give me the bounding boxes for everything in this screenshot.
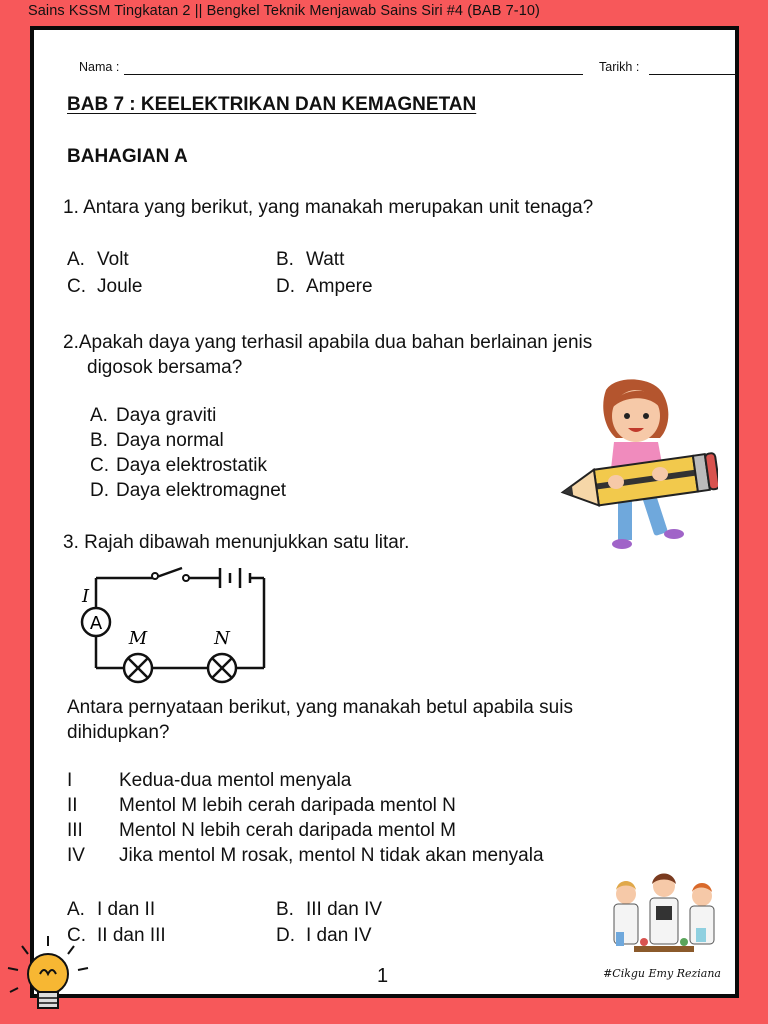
name-field[interactable] bbox=[124, 74, 583, 75]
option-text: Ampere bbox=[306, 276, 373, 297]
scientists-illustration bbox=[604, 872, 724, 956]
q1-option-a[interactable] bbox=[67, 249, 129, 271]
option-text: I dan II bbox=[97, 899, 156, 920]
option-key: B. bbox=[90, 430, 108, 451]
option-text: I dan IV bbox=[306, 925, 372, 946]
q1-option-b[interactable] bbox=[276, 249, 344, 271]
statement-text: Jika mentol M rosak, mentol N tidak akan menyala bbox=[119, 845, 544, 866]
chapter-title: BAB 7 : KEELEKTRIKAN DAN KEMAGNETAN bbox=[67, 94, 477, 115]
section-title: BAHAGIAN A bbox=[67, 146, 188, 167]
option-key: B. bbox=[276, 249, 294, 270]
option-text: Joule bbox=[97, 276, 143, 297]
q2-option-d[interactable] bbox=[90, 480, 286, 502]
switch-contact-right bbox=[183, 575, 189, 581]
statement-num: III bbox=[67, 820, 83, 841]
question-3-stem-line-2: dihidupkan? bbox=[67, 722, 170, 743]
bulb-m-symbol bbox=[124, 654, 152, 682]
option-key: D. bbox=[90, 480, 109, 501]
option-key: D. bbox=[276, 276, 295, 297]
q3-option-d[interactable] bbox=[276, 925, 372, 947]
q2-option-a[interactable] bbox=[90, 405, 216, 427]
page-number: 1 bbox=[377, 965, 389, 987]
question-2-line-1: 2.Apakah daya yang terhasil apabila dua bahan berlainan jenis bbox=[63, 332, 593, 353]
q3-option-a[interactable] bbox=[67, 899, 155, 921]
date-label: Tarikh : bbox=[599, 60, 640, 74]
worksheet-banner: Sains KSSM Tingkatan 2 || Bengkel Teknik Menjawab Sains Siri #4 (BAB 7-10) bbox=[28, 3, 540, 19]
lightbulb-icon bbox=[2, 932, 92, 1022]
option-key: C. bbox=[67, 925, 86, 946]
statement-text: Kedua-dua mentol menyala bbox=[119, 770, 352, 791]
q3-option-b[interactable] bbox=[276, 899, 382, 921]
option-key: A. bbox=[67, 249, 85, 270]
question-2 bbox=[63, 330, 592, 380]
option-text: Daya elektrostatik bbox=[116, 455, 268, 476]
option-text: Daya elektromagnet bbox=[116, 480, 287, 501]
option-key: C. bbox=[67, 276, 86, 297]
statement-num: I bbox=[67, 770, 73, 791]
statement-num: IV bbox=[67, 845, 85, 866]
question-3-stem bbox=[67, 695, 573, 745]
girl-with-pencil-illustration bbox=[556, 378, 718, 552]
option-text: II dan III bbox=[97, 925, 166, 946]
statement-num: II bbox=[67, 795, 78, 816]
q2-option-b[interactable] bbox=[90, 430, 224, 452]
option-key: A. bbox=[90, 405, 108, 426]
bulb-n-label: N bbox=[214, 628, 230, 649]
q1-option-c[interactable] bbox=[67, 276, 142, 298]
option-key: D. bbox=[276, 925, 295, 946]
option-text: Daya graviti bbox=[116, 405, 217, 426]
question-3-stem-line-1: Antara pernyataan berikut, yang manakah betul apabila suis bbox=[67, 697, 573, 718]
option-key: A. bbox=[67, 899, 85, 920]
q2-option-c[interactable] bbox=[90, 455, 267, 477]
ammeter-symbol bbox=[82, 608, 110, 636]
date-field[interactable] bbox=[649, 74, 737, 75]
bulb-m-label: M bbox=[128, 628, 148, 649]
current-label: I bbox=[82, 586, 90, 607]
question-1: 1. Antara yang berikut, yang manakah merupakan unit tenaga? bbox=[63, 197, 594, 218]
option-text: Daya normal bbox=[116, 430, 224, 451]
q1-option-d[interactable] bbox=[276, 276, 373, 298]
option-key: B. bbox=[276, 899, 294, 920]
author-signature: #Cikgu Emy Reziana bbox=[603, 967, 721, 980]
question-2-line-2: digosok bersama? bbox=[87, 357, 243, 378]
statement-text: Mentol M lebih cerah daripada mentol N bbox=[119, 795, 456, 816]
option-text: Watt bbox=[306, 249, 345, 270]
name-label: Nama : bbox=[79, 60, 120, 74]
circuit-diagram bbox=[74, 564, 274, 684]
ammeter-label: A bbox=[89, 613, 103, 634]
option-text: Volt bbox=[97, 249, 129, 270]
question-3: 3. Rajah dibawah menunjukkan satu litar. bbox=[63, 532, 410, 553]
statement-text: Mentol N lebih cerah daripada mentol M bbox=[119, 820, 456, 841]
bulb-n-symbol bbox=[208, 654, 236, 682]
switch-contact-left bbox=[152, 573, 158, 579]
option-text: III dan IV bbox=[306, 899, 383, 920]
worksheet-page bbox=[30, 26, 739, 998]
option-key: C. bbox=[90, 455, 109, 476]
